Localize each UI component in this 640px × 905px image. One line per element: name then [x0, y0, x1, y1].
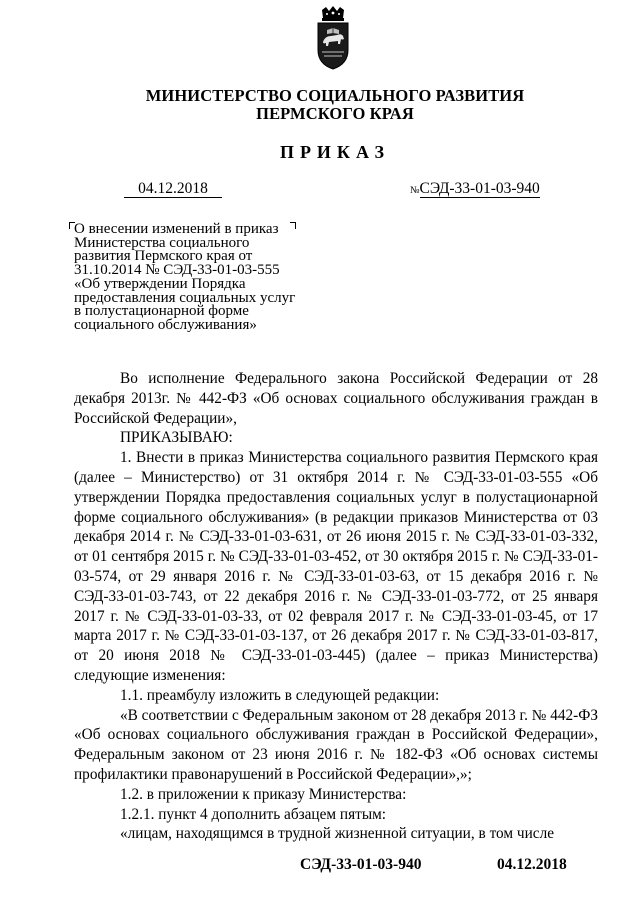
document-subject: [74, 223, 304, 333]
organization-name-line1: МИНИСТЕРСТВО СОЦИАЛЬНОГО РАЗВИТИЯ: [145, 86, 525, 105]
body-paragraph-item-1-2: 1.2. в приложении к приказу Министерства:: [120, 785, 407, 803]
document-number-value: СЭД-33-01-03-940: [419, 180, 540, 197]
body-paragraph-item-1: 1. Внести в приказ Министерства социального развития Пермского края (далее – Министерство) от 31 октября 2014 г. № СЭД-33-01-03-555 «Об утверждении Порядка предоставления социальных услуг в полустационарной форме социального обслуживания» (в редакции приказов Министерства от 03 декабря 2014 г. № СЭД-33-01-03-631, от 26 июня 2015 г. № СЭД-33-01-03-332, от 01 сентября 2015 г. № СЭД-33-01-03-452, от 30 октября 2015 г. № СЭД-33-01-03-574, от 29 января 2016 г. № СЭД-33-01-03-63, от 15 декабря 2016 г. № СЭД-33-01-03-743, от 22 декабря 2016 г. № СЭД-33-01-03-772, от 25 января 2017 г. № СЭД-33-01-03-33, от 02 февраля 2017 г. № СЭД-33-01-03-45, от 17 марта 2017 г. № СЭД-33-01-03-137, от 26 декабря 2017 г. № СЭД-33-01-03-817, от 20 июня 2018 № СЭД-33-01-03-445) (далее – приказ Министерства) следующие изменения:: [74, 449, 598, 684]
subject-line: О внесении изменений в приказ: [74, 221, 279, 237]
body-paragraph-quote-continued: «лицам, находящимся в трудной жизненной ситуации, в том числе: [120, 825, 555, 843]
body-paragraph-item-1-1: 1.1. преамбулу изложить в следующей редакции:: [120, 686, 440, 704]
body-paragraph-item-1-2-1: 1.2.1. пункт 4 дополнить абзацем пятым:: [120, 805, 387, 823]
subject-line: в полустационарной форме: [74, 303, 249, 320]
footer-document-number: СЭД-33-01-03-940: [300, 856, 422, 873]
subject-line: Министерства социального: [74, 234, 250, 251]
document-type-title: ПРИКАЗ: [279, 142, 391, 162]
subject-line: социального обслуживания»: [74, 316, 257, 333]
coat-of-arms-icon: [313, 6, 353, 70]
subject-line: предоставления социальных услуг: [74, 289, 296, 306]
document-date: 04.12.2018: [124, 180, 222, 198]
number-sign: №: [410, 185, 420, 196]
subject-line: 31.10.2014 № СЭД-33-01-03-555: [74, 262, 280, 279]
body-paragraph-preamble: Во исполнение Федерального закона Российской Федерации от 28 декабря 2013г. № 442-ФЗ «Об основах социального обслуживания граждан в Российской Федерации»,: [74, 370, 598, 427]
footer-document-date: 04.12.2018: [497, 856, 567, 873]
subject-line: «Об утверждении Порядка: [74, 275, 246, 292]
body-paragraph-order-word: ПРИКАЗЫВАЮ:: [120, 429, 233, 447]
document-body: [74, 369, 598, 844]
document-number: [410, 180, 540, 199]
organization-name-line2: ПЕРМСКОГО КРАЯ: [256, 104, 414, 123]
subject-line: развития Пермского края от: [74, 248, 253, 265]
body-paragraph-quote: «В соответствии с Федеральным законом от 28 декабря 2013 г. № 442-ФЗ «Об основах социального обслуживания граждан в Российской Федерации», Федеральным законом от 23 июня 2016 г. № 182-ФЗ «Об основах системы профилактики правонарушений в Российской Федерации»,»;: [74, 706, 598, 783]
